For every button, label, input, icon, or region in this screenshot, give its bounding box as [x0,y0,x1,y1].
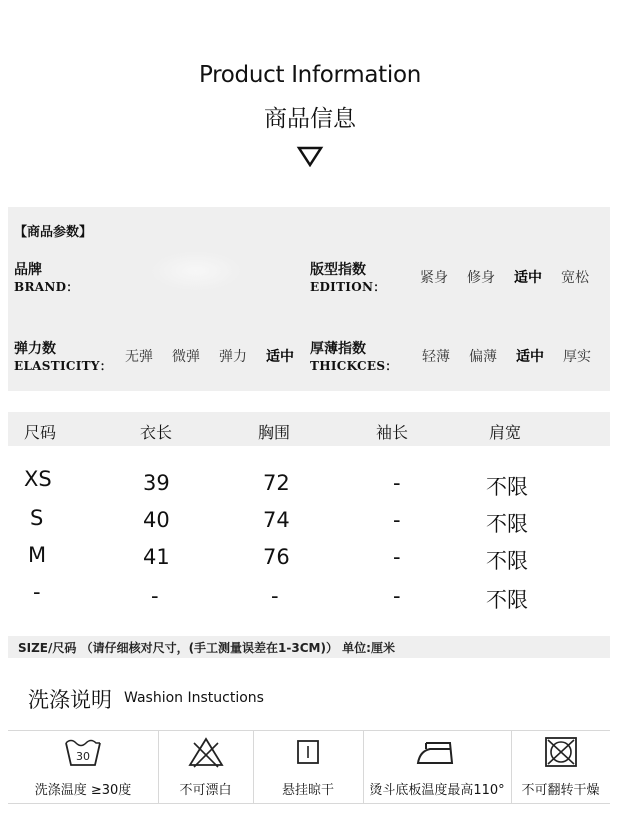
thickness-option: 轻薄 [422,349,450,365]
col-header-chest: 胸围 [258,423,291,442]
shoulder-cell: 不限 [486,588,528,612]
wash-item [8,731,159,803]
elasticity-label-cn: 弹力数 [14,341,56,357]
edition-option: 修身 [467,270,495,286]
col-header-shoulder: 肩宽 [489,423,522,442]
sleeve-cell: - [393,545,401,569]
params-section-label: 【商品参数】 [14,225,93,240]
no-tumble-dry-icon [541,735,581,769]
hang-dry-icon [288,735,328,769]
sleeve-cell: - [393,508,401,532]
brand-label-cn: 品牌 [14,262,42,278]
wash-item [363,731,512,803]
size-note-bar [8,636,610,658]
thickness-label-cn: 厚薄指数 [310,341,366,357]
elasticity-label-en: ELASTICITY： [14,359,113,373]
size-cell: M [28,543,47,567]
thickness-option: 偏薄 [469,349,497,365]
chest-cell: 76 [263,545,290,569]
chest-cell: 72 [263,471,290,495]
wash-item [511,731,610,803]
down-triangle-icon [296,145,324,167]
size-cell: - [33,580,41,604]
brand-logo [150,251,242,291]
chest-cell: 74 [263,508,290,532]
iron-icon [414,735,460,769]
col-header-sleeve: 袖长 [376,423,409,442]
edition-option: 宽松 [561,270,589,286]
wash-temp-label: 30 [76,750,90,763]
thickness-option-selected: 适中 [516,349,544,365]
shoulder-cell: 不限 [486,475,528,499]
wash-item [253,731,364,803]
wash-label: 烫斗底板温度最高110° [369,783,505,798]
size-note: SIZE/尺码 （请仔细核对尺寸，(手工测量误差在1-3CM)） 单位:厘米 [18,641,395,655]
no-bleach-icon [186,735,226,769]
length-cell: 39 [143,471,170,495]
sleeve-cell: - [393,471,401,495]
wash-item [158,731,254,803]
wash-label: 不可漂白 [179,783,232,798]
wash-label: 悬挂晾干 [281,783,334,798]
length-cell: - [151,584,159,608]
edition-label-en: EDITION： [310,280,386,294]
washing-title-cn: 洗涤说明 [28,688,112,712]
wash-30-icon [63,735,103,769]
sleeve-cell: - [393,584,401,608]
size-cell: XS [24,467,52,491]
chest-cell: - [271,584,279,608]
length-cell: 40 [143,508,170,532]
col-header-length: 衣长 [140,423,173,442]
size-cell: S [30,506,44,530]
length-cell: 41 [143,545,170,569]
elasticity-option: 无弹 [125,349,153,365]
edition-option-selected: 适中 [514,270,542,286]
wash-label: 不可翻转干燥 [521,783,600,798]
shoulder-cell: 不限 [486,512,528,536]
col-header-size: 尺码 [24,423,57,442]
shoulder-cell: 不限 [486,549,528,573]
thickness-option: 厚实 [563,349,591,365]
washing-icons-table [8,730,610,804]
washing-title-en: Washion Instuctions [124,690,264,706]
edition-label-cn: 版型指数 [310,262,366,278]
wash-label: 洗涤温度 ≥30度 [34,783,132,798]
elasticity-option-selected: 适中 [266,349,294,365]
title-chinese: 商品信息 [264,106,356,132]
elasticity-option: 弹力 [219,349,247,365]
size-table-header [8,412,610,446]
elasticity-option: 微弹 [172,349,200,365]
brand-label-en: BRAND： [14,280,79,294]
product-params-panel [8,207,610,391]
title-english: Product Information [198,62,422,88]
edition-option: 紧身 [420,270,448,286]
thickness-label-en: THICKCES： [310,359,398,373]
